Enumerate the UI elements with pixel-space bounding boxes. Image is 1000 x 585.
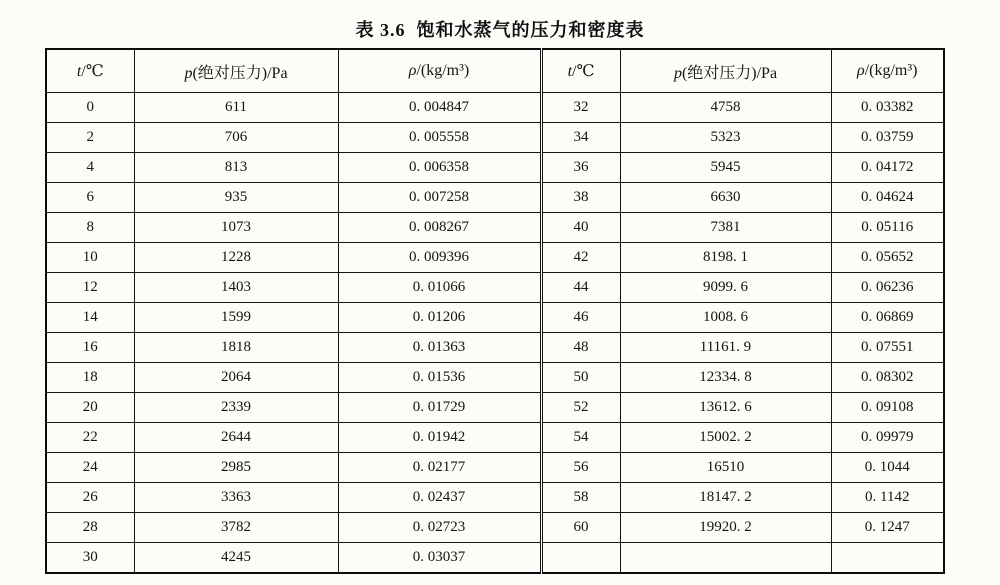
cell-temperature: 46 xyxy=(541,303,620,333)
cell-density: 0. 01066 xyxy=(338,273,541,303)
cell-density: 0. 02437 xyxy=(338,483,541,513)
table-row xyxy=(46,123,944,153)
cell-temperature: 8 xyxy=(46,213,134,243)
header-pressure-left xyxy=(134,49,338,93)
saturated-steam-table xyxy=(45,48,945,574)
cell-pressure: 1073 xyxy=(134,213,338,243)
cell-density: 0. 05116 xyxy=(831,213,944,243)
header-symbol: ρ xyxy=(408,62,417,79)
cell-temperature: 14 xyxy=(46,303,134,333)
cell-pressure: 2064 xyxy=(134,363,338,393)
cell-density: 0. 01536 xyxy=(338,363,541,393)
cell-pressure: 813 xyxy=(134,153,338,183)
cell-temperature: 32 xyxy=(541,93,620,123)
cell-pressure: 5945 xyxy=(620,153,831,183)
cell-pressure: 11161. 9 xyxy=(620,333,831,363)
header-symbol: p xyxy=(184,64,193,82)
header-temperature-left xyxy=(46,49,134,93)
cell-density: 0. 04624 xyxy=(831,183,944,213)
table-row xyxy=(46,303,944,333)
cell-density: 0. 03382 xyxy=(831,93,944,123)
cell-density: 0. 06236 xyxy=(831,273,944,303)
cell-pressure: 4758 xyxy=(620,93,831,123)
cell-pressure: 2339 xyxy=(134,393,338,423)
cell-density: 0. 01729 xyxy=(338,393,541,423)
header-symbol: p xyxy=(673,64,682,82)
cell-pressure: 15002. 2 xyxy=(620,423,831,453)
cell-pressure: 13612. 6 xyxy=(620,393,831,423)
cell-temperature: 48 xyxy=(541,333,620,363)
cell-density: 0. 006358 xyxy=(338,153,541,183)
cell-pressure: 5323 xyxy=(620,123,831,153)
table-row xyxy=(46,243,944,273)
header-unit: (绝对压力)/Pa xyxy=(681,64,778,82)
cell-density: 0. 02177 xyxy=(338,453,541,483)
cell-density: 0. 01206 xyxy=(338,303,541,333)
cell-temperature: 6 xyxy=(46,183,134,213)
cell-density: 0. 1247 xyxy=(831,513,944,543)
cell-pressure: 9099. 6 xyxy=(620,273,831,303)
cell-density: 0. 1044 xyxy=(831,453,944,483)
table-row xyxy=(46,273,944,303)
header-temperature-right xyxy=(541,49,620,93)
table-row xyxy=(46,483,944,513)
cell-pressure: 3782 xyxy=(134,513,338,543)
cell-density: 0. 008267 xyxy=(338,213,541,243)
table-row xyxy=(46,93,944,123)
cell-temperature xyxy=(541,543,620,574)
table-row xyxy=(46,393,944,423)
cell-density: 0. 06869 xyxy=(831,303,944,333)
cell-temperature: 58 xyxy=(541,483,620,513)
cell-pressure: 12334. 8 xyxy=(620,363,831,393)
cell-temperature: 26 xyxy=(46,483,134,513)
cell-pressure: 1228 xyxy=(134,243,338,273)
table-row xyxy=(46,453,944,483)
cell-pressure: 1818 xyxy=(134,333,338,363)
cell-temperature: 44 xyxy=(541,273,620,303)
table-header xyxy=(46,49,944,93)
cell-pressure: 2644 xyxy=(134,423,338,453)
cell-density: 0. 09108 xyxy=(831,393,944,423)
header-density-left xyxy=(338,49,541,93)
cell-temperature: 52 xyxy=(541,393,620,423)
cell-pressure: 935 xyxy=(134,183,338,213)
cell-temperature: 56 xyxy=(541,453,620,483)
header-pressure-right xyxy=(620,49,831,93)
cell-temperature: 54 xyxy=(541,423,620,453)
table-row xyxy=(46,333,944,363)
cell-pressure: 8198. 1 xyxy=(620,243,831,273)
cell-temperature: 12 xyxy=(46,273,134,303)
header-symbol: t xyxy=(567,63,573,80)
cell-pressure: 2985 xyxy=(134,453,338,483)
cell-temperature: 42 xyxy=(541,243,620,273)
cell-pressure: 7381 xyxy=(620,213,831,243)
header-symbol: ρ xyxy=(857,62,865,79)
header-unit: /(kg/m³) xyxy=(864,62,918,79)
cell-density: 0. 007258 xyxy=(338,183,541,213)
header-unit: /℃ xyxy=(81,63,104,80)
cell-pressure: 6630 xyxy=(620,183,831,213)
cell-pressure: 1599 xyxy=(134,303,338,333)
cell-pressure: 4245 xyxy=(134,543,338,574)
header-unit: /(kg/m³) xyxy=(416,62,470,79)
cell-temperature: 0 xyxy=(46,93,134,123)
cell-density: 0. 07551 xyxy=(831,333,944,363)
cell-density: 0. 004847 xyxy=(338,93,541,123)
cell-temperature: 60 xyxy=(541,513,620,543)
cell-pressure: 706 xyxy=(134,123,338,153)
header-row xyxy=(46,49,944,93)
cell-temperature: 30 xyxy=(46,543,134,574)
cell-density: 0. 02723 xyxy=(338,513,541,543)
cell-temperature: 36 xyxy=(541,153,620,183)
table-row xyxy=(46,183,944,213)
cell-density: 0. 009396 xyxy=(338,243,541,273)
cell-temperature: 50 xyxy=(541,363,620,393)
header-unit: (绝对压力)/Pa xyxy=(192,64,288,82)
cell-density xyxy=(831,543,944,574)
cell-density: 0. 04172 xyxy=(831,153,944,183)
table-body xyxy=(46,93,944,574)
table-row xyxy=(46,423,944,453)
table-row xyxy=(46,363,944,393)
cell-pressure: 18147. 2 xyxy=(620,483,831,513)
cell-temperature: 40 xyxy=(541,213,620,243)
table-row xyxy=(46,213,944,243)
table-row xyxy=(46,513,944,543)
table-row xyxy=(46,153,944,183)
cell-temperature: 28 xyxy=(46,513,134,543)
cell-density: 0. 08302 xyxy=(831,363,944,393)
cell-pressure: 1403 xyxy=(134,273,338,303)
cell-temperature: 24 xyxy=(46,453,134,483)
cell-temperature: 18 xyxy=(46,363,134,393)
cell-density: 0. 03037 xyxy=(338,543,541,574)
cell-pressure: 3363 xyxy=(134,483,338,513)
table-title: 表 3.6 饱和水蒸气的压力和密度表 xyxy=(355,20,645,40)
cell-pressure: 16510 xyxy=(620,453,831,483)
cell-temperature: 34 xyxy=(541,123,620,153)
cell-density: 0. 01363 xyxy=(338,333,541,363)
cell-pressure: 19920. 2 xyxy=(620,513,831,543)
header-unit: /℃ xyxy=(572,63,595,80)
header-density-right xyxy=(831,49,944,93)
cell-temperature: 4 xyxy=(46,153,134,183)
cell-temperature: 20 xyxy=(46,393,134,423)
table-row xyxy=(46,543,944,574)
cell-temperature: 38 xyxy=(541,183,620,213)
cell-pressure xyxy=(620,543,831,574)
header-symbol: t xyxy=(76,63,82,80)
cell-density: 0. 03759 xyxy=(831,123,944,153)
cell-temperature: 16 xyxy=(46,333,134,363)
cell-pressure: 611 xyxy=(134,93,338,123)
cell-density: 0. 05652 xyxy=(831,243,944,273)
cell-density: 0. 01942 xyxy=(338,423,541,453)
cell-pressure: 1008. 6 xyxy=(620,303,831,333)
cell-temperature: 10 xyxy=(46,243,134,273)
cell-density: 0. 09979 xyxy=(831,423,944,453)
cell-temperature: 2 xyxy=(46,123,134,153)
cell-temperature: 22 xyxy=(46,423,134,453)
cell-density: 0. 005558 xyxy=(338,123,541,153)
cell-density: 0. 1142 xyxy=(831,483,944,513)
